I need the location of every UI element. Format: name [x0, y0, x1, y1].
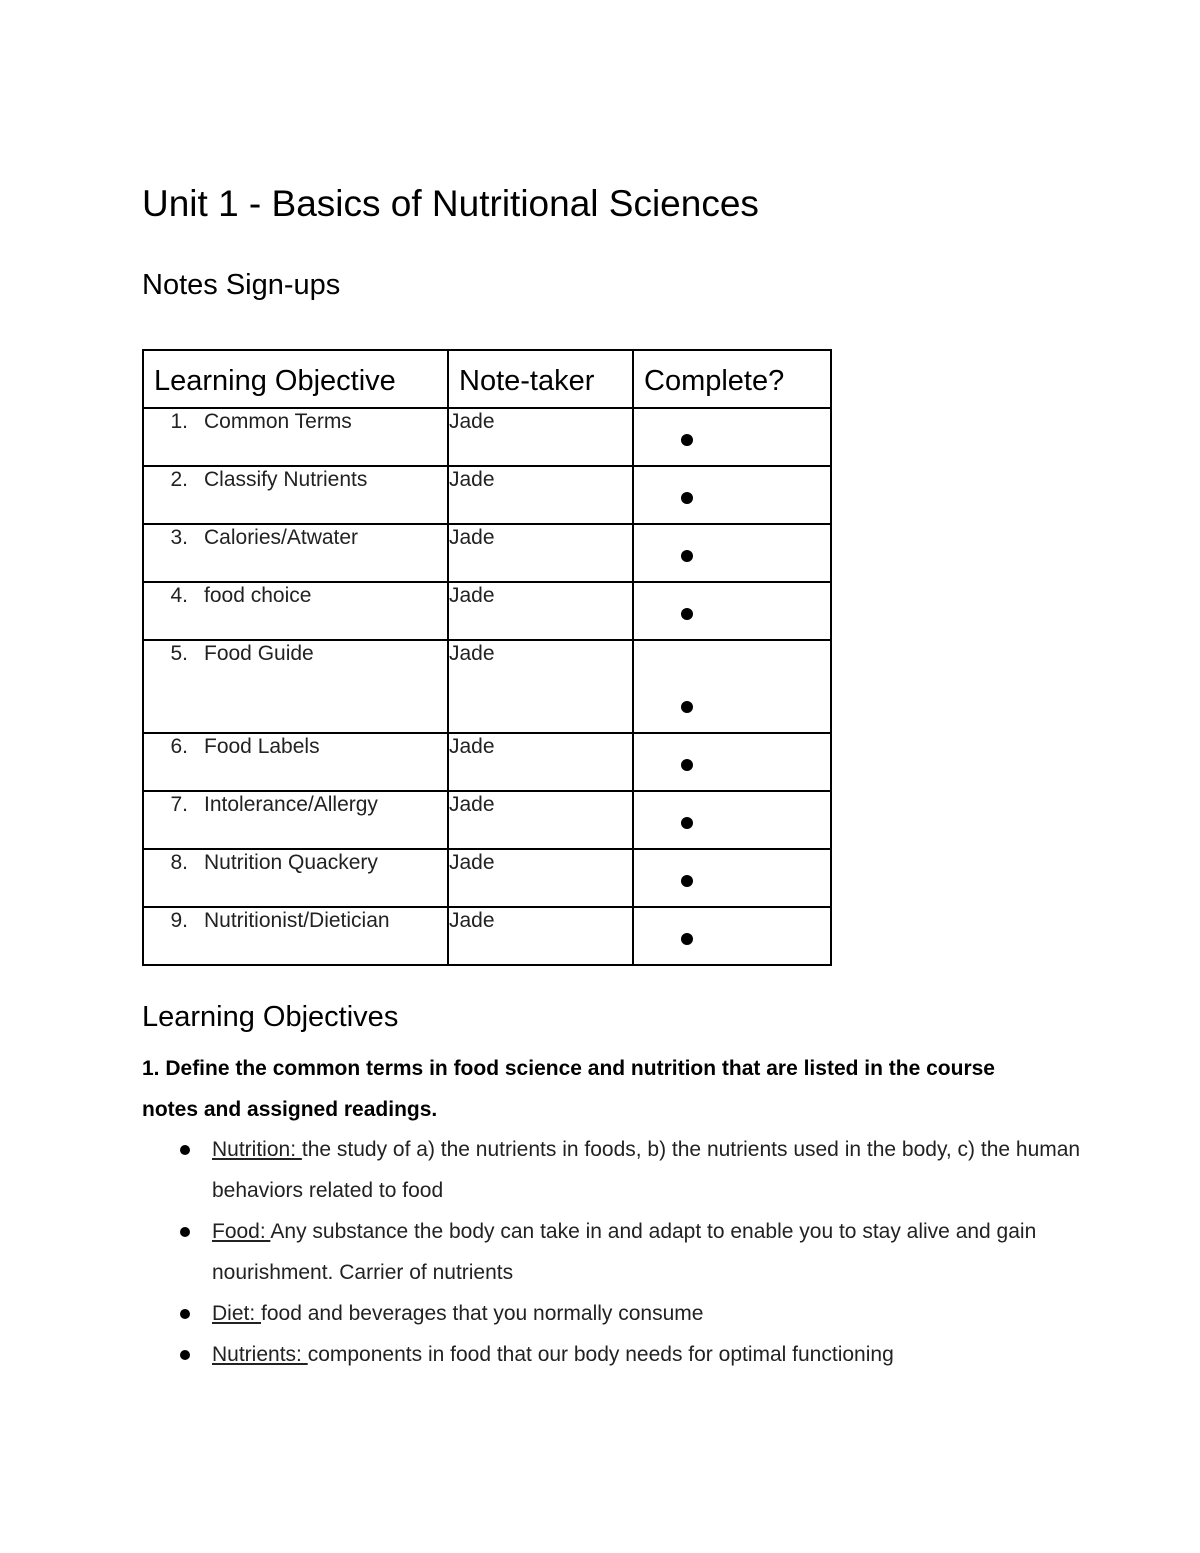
table-row — [143, 524, 831, 582]
note-taker-cell: Jade — [448, 524, 633, 582]
table-row — [143, 791, 831, 849]
bullet-icon — [180, 1145, 190, 1155]
note-taker-cell: Jade — [448, 849, 633, 907]
objective-cell — [143, 907, 448, 965]
objective-label: Calories/Atwater — [204, 526, 359, 549]
complete-cell — [633, 408, 831, 466]
row-number: 8. — [170, 851, 188, 874]
bullet-icon — [180, 1227, 190, 1237]
complete-cell — [633, 733, 831, 791]
notes-signups-heading: Notes Sign-ups — [142, 269, 341, 301]
objective-cell — [143, 791, 448, 849]
objective-label: Nutritionist/Dietician — [204, 909, 390, 932]
term-nutrients: Nutrients: — [212, 1343, 308, 1366]
objective-label: food choice — [204, 584, 312, 607]
complete-cell — [633, 640, 831, 733]
note-taker-cell: Jade — [448, 733, 633, 791]
objective-label: Food Guide — [204, 642, 314, 665]
objective-label: Nutrition Quackery — [204, 851, 378, 874]
notes-signups-table — [142, 349, 832, 966]
complete-bullet-icon — [681, 701, 693, 713]
objective-cell — [143, 849, 448, 907]
complete-cell — [633, 907, 831, 965]
table-row — [143, 408, 831, 466]
row-number: 1. — [170, 410, 188, 433]
bullet-icon — [180, 1350, 190, 1360]
list-item — [142, 1211, 1082, 1293]
note-taker-cell: Jade — [448, 408, 633, 466]
complete-bullet-icon — [681, 933, 693, 945]
note-taker-cell: Jade — [448, 466, 633, 524]
row-number: 6. — [170, 735, 188, 758]
definition-nutrients: components in food that our body needs for optimal functioning — [307, 1343, 894, 1366]
row-number: 3. — [170, 526, 188, 549]
table-row — [143, 907, 831, 965]
table-row — [143, 466, 831, 524]
objective-cell — [143, 408, 448, 466]
note-taker-cell: Jade — [448, 640, 633, 733]
table-row — [143, 733, 831, 791]
complete-cell — [633, 582, 831, 640]
table-row — [143, 640, 831, 733]
list-item — [142, 1129, 1082, 1211]
complete-bullet-icon — [681, 759, 693, 771]
complete-bullet-icon — [681, 492, 693, 504]
complete-cell — [633, 849, 831, 907]
definitions-list — [142, 1129, 1082, 1375]
table-row — [143, 582, 831, 640]
complete-bullet-icon — [681, 550, 693, 562]
objective-label: Food Labels — [204, 735, 320, 758]
objective-cell — [143, 733, 448, 791]
objective-cell — [143, 524, 448, 582]
table-header-row — [143, 350, 831, 408]
note-taker-cell: Jade — [448, 791, 633, 849]
complete-cell — [633, 524, 831, 582]
row-number: 2. — [170, 468, 188, 491]
objective-label: Common Terms — [204, 410, 352, 433]
learning-objectives-heading: Learning Objectives — [142, 1001, 399, 1033]
page-title: Unit 1 - Basics of Nutritional Sciences — [142, 183, 759, 224]
objective-cell — [143, 466, 448, 524]
definition-nutrition: the study of a) the nutrients in foods, b) the nutrients used in the body, c) the human behaviors related to food — [212, 1138, 1081, 1202]
complete-bullet-icon — [681, 817, 693, 829]
list-item — [142, 1293, 1082, 1334]
note-taker-cell: Jade — [448, 582, 633, 640]
term-food: Food: — [212, 1220, 271, 1243]
objective-1-text: 1. Define the common terms in food science and nutrition that are listed in the course notes and assigned readings. — [142, 1057, 995, 1121]
row-number: 9. — [170, 909, 188, 932]
table-row — [143, 849, 831, 907]
complete-bullet-icon — [681, 608, 693, 620]
objective-cell — [143, 582, 448, 640]
list-item — [142, 1334, 1082, 1375]
objective-label: Intolerance/Allergy — [204, 793, 378, 816]
definition-food: Any substance the body can take in and adapt to enable you to stay alive and gain nourishment. Carrier of nutrients — [212, 1220, 1037, 1284]
row-number: 5. — [170, 642, 188, 665]
definition-diet: food and beverages that you normally consume — [261, 1302, 704, 1325]
complete-cell — [633, 791, 831, 849]
bullet-icon — [180, 1309, 190, 1319]
header-learning-objective: Learning Objective — [143, 350, 448, 408]
complete-cell — [633, 466, 831, 524]
term-nutrition: Nutrition: — [212, 1138, 302, 1161]
row-number: 7. — [170, 793, 188, 816]
objective-cell — [143, 640, 448, 733]
objective-label: Classify Nutrients — [204, 468, 368, 491]
term-diet: Diet: — [212, 1302, 262, 1325]
complete-bullet-icon — [681, 434, 693, 446]
complete-bullet-icon — [681, 875, 693, 887]
row-number: 4. — [170, 584, 188, 607]
header-note-taker: Note-taker — [448, 350, 633, 408]
header-complete: Complete? — [633, 350, 831, 408]
note-taker-cell: Jade — [448, 907, 633, 965]
